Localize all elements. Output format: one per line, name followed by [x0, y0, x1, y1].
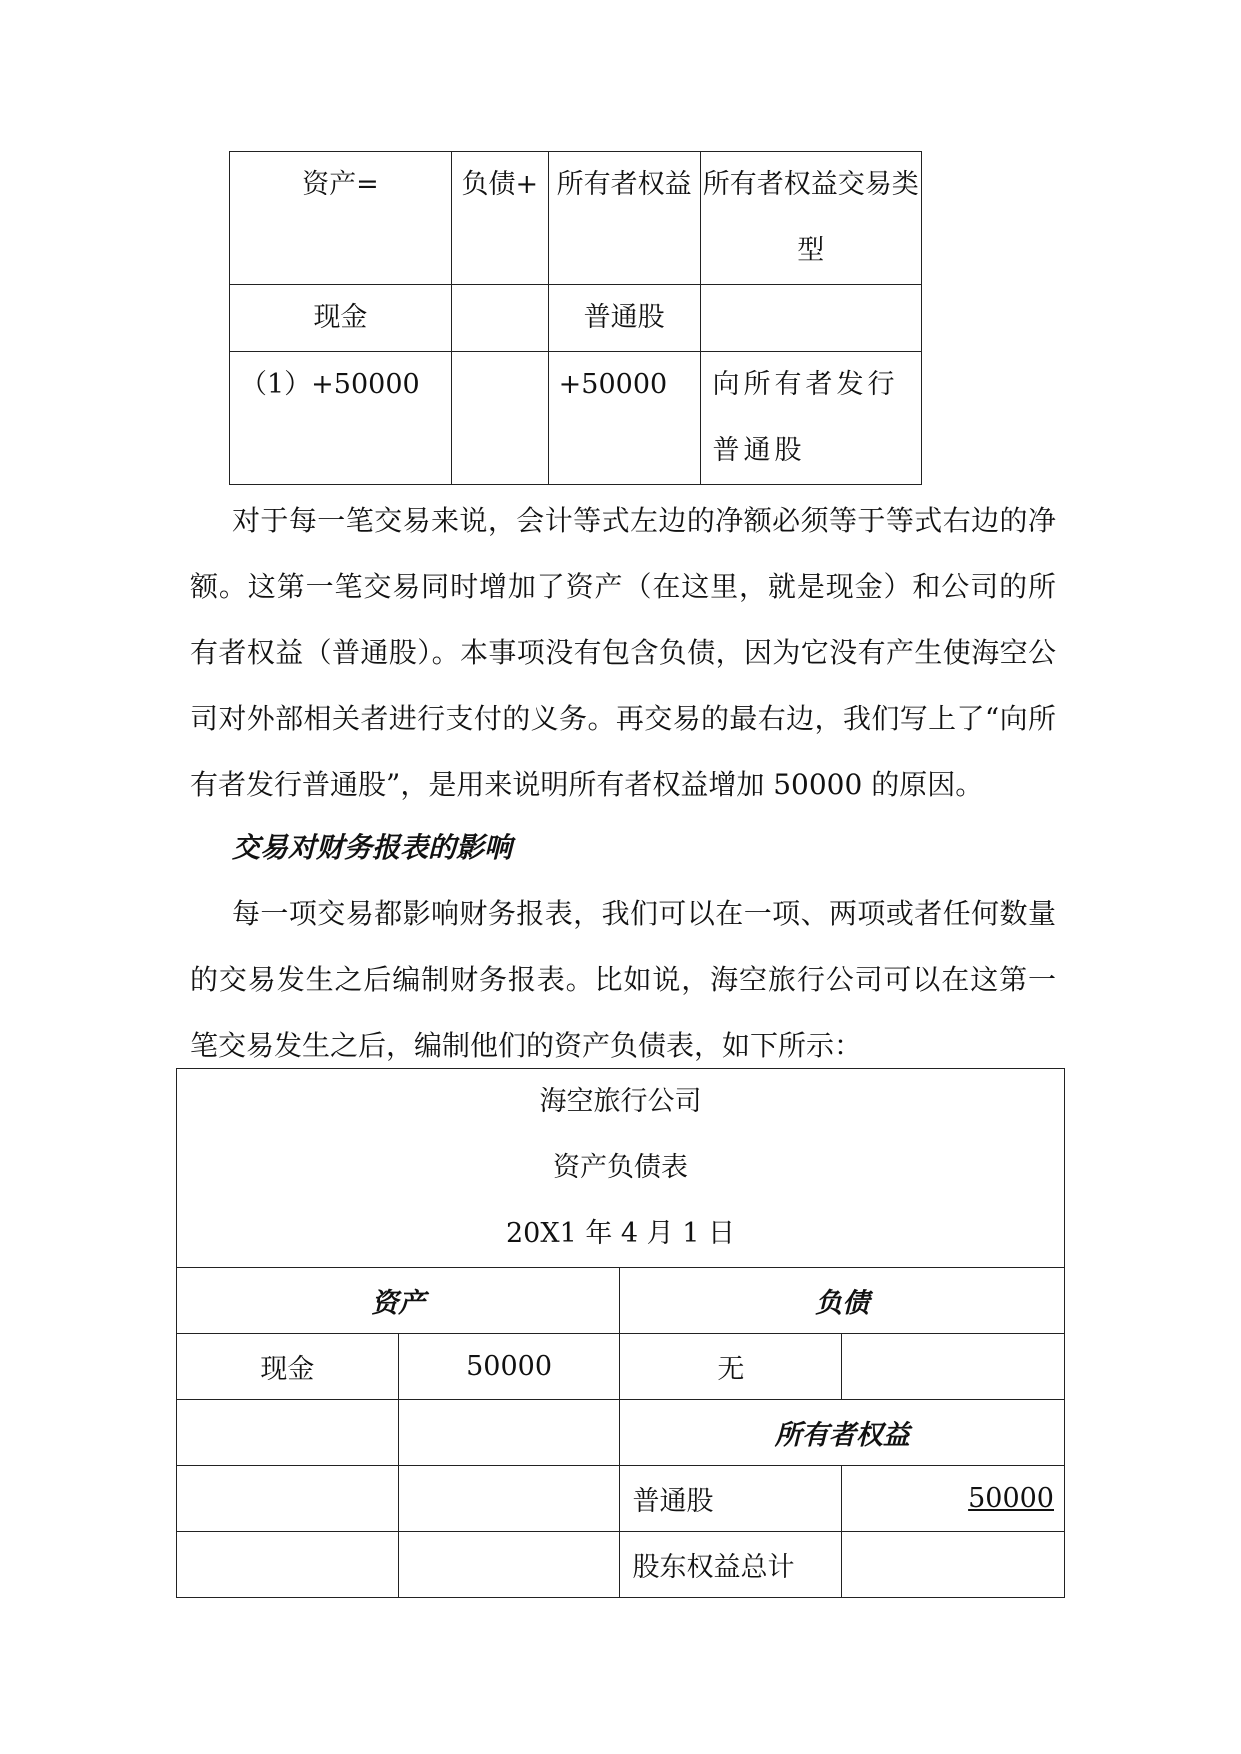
- liabilities-value: 无: [620, 1334, 842, 1400]
- section-heading: 交易对财务报表的影响: [232, 831, 513, 864]
- cell-empty: [177, 1400, 399, 1466]
- cell-empty: [398, 1400, 620, 1466]
- table-row: [230, 352, 922, 485]
- cell-cash-amount: （1）+50000: [230, 352, 452, 485]
- cell-empty: [451, 285, 548, 352]
- cell-empty: [451, 352, 548, 485]
- cash-value: 50000: [398, 1334, 620, 1400]
- cell-empty: [177, 1466, 399, 1532]
- table-row: [177, 1532, 1065, 1598]
- balance-sheet-table: [176, 1068, 1065, 1598]
- statement-date: 20X1 年 4 月 1 日: [505, 1218, 736, 1249]
- accounting-equation-table: [229, 151, 922, 485]
- cell-cash: 现金: [230, 285, 452, 352]
- statement-title: 资产负债表: [553, 1152, 688, 1183]
- paragraph-statements: 每一项交易都影响财务报表，我们可以在一项、两项或者任何数量的交易发生之后编制财务报表。比如说，海空旅行公司可以在这第一笔交易发生之后，编制他们的资产负债表，如下所示：: [190, 897, 1056, 1062]
- header-assets: 资产=: [230, 152, 452, 285]
- common-stock-value: 50000: [968, 1483, 1054, 1514]
- total-equity-label: 股东权益总计: [620, 1532, 842, 1598]
- cash-label: 现金: [177, 1334, 399, 1400]
- table-row: [177, 1268, 1065, 1334]
- table-row: [177, 1466, 1065, 1532]
- table-row: [177, 1400, 1065, 1466]
- company-name: 海空旅行公司: [539, 1086, 702, 1117]
- cell-empty: [700, 285, 921, 352]
- cell-equity-amount: +50000: [548, 352, 700, 485]
- header-equity-transaction-type: 所有者权益交易类型: [700, 152, 921, 285]
- cell-common-stock: 普通股: [548, 285, 700, 352]
- cell-empty: [398, 1532, 620, 1598]
- table-row: [230, 285, 922, 352]
- cell-empty: [842, 1532, 1065, 1598]
- table-row: [230, 152, 922, 285]
- cell-empty: [842, 1334, 1065, 1400]
- paragraph-explanation: 对于每一笔交易来说，会计等式左边的净额必须等于等式右边的净额。这第一笔交易同时增加了资产（在这里，就是现金）和公司的所有者权益（普通股）。本事项没有包含负债，因为它没有产生使海空公司对外部相关者进行支付的义务。再交易的最右边，我们写上了“向所有者发行普通股”，是用来说明所有者权益增加 50000 的原因。: [190, 504, 1056, 801]
- common-stock-label: 普通股: [620, 1466, 842, 1532]
- common-stock-value-cell: [842, 1466, 1065, 1532]
- table-row: [177, 1334, 1065, 1400]
- cell-empty: [398, 1466, 620, 1532]
- cell-empty: [177, 1532, 399, 1598]
- balance-sheet-header: [177, 1069, 1065, 1268]
- table-row: [177, 1069, 1065, 1268]
- header-equity: 所有者权益: [548, 152, 700, 285]
- assets-header: 资产: [177, 1268, 620, 1334]
- equity-header: 所有者权益: [620, 1400, 1065, 1466]
- liabilities-header: 负债: [620, 1268, 1065, 1334]
- header-liabilities: 负债+: [451, 152, 548, 285]
- cell-transaction-type: 向所有者发行普通股: [700, 352, 921, 485]
